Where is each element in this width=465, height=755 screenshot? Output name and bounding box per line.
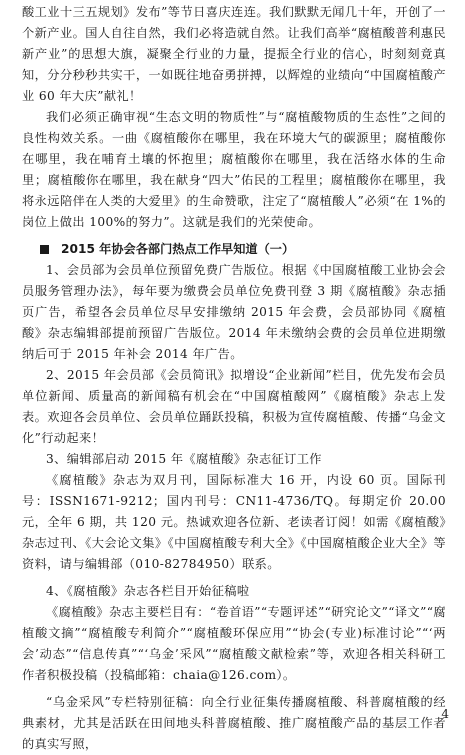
document-page bbox=[22, 2, 446, 755]
page-number: 4 bbox=[441, 707, 449, 721]
section-heading bbox=[22, 239, 446, 260]
square-bullet-icon bbox=[40, 245, 49, 254]
item-3-title: 3、编辑部启动 2015 年《腐植酸》杂志征订工作 bbox=[46, 452, 322, 466]
item-2: 2、2015 年会员部《会员简讯》拟增设“企业新闻”栏目，优先发布会员单位新闻、质量高的新闻稿有机会在“中国腐植酸网”《腐植酸》杂志上发表。欢迎各会员单位、会员单位踊跃投稿，积极为宣传腐植酸、传播“乌金文化”行动起来！ bbox=[22, 368, 446, 445]
paragraph-mission: 我们必须正确审视“生态文明的物质性”与“腐植酸物质的生态性”之间的良性构效关系。一曲《腐植酸你在哪里，我在环境大气的碳源里；腐植酸你在哪里，我在哺育土壤的怀抱里；腐植酸你在哪里，我在活络水体的生命里；腐植酸你在哪里，我在献身“四大”佑民的工程里；腐植酸你在哪里，我将永远陪伴在人类的大爱里》的生命赞歌，注定了“腐植酸人”必须“在 1%的岗位上做出 100%的努力”。这就是我们的光荣使命。 bbox=[22, 110, 446, 229]
item-1: 1、会员部为会员单位预留免费广告版位。根据《中国腐植酸工业协会会员服务管理办法》，每年要为缴费会员单位免费刊登 3 期《腐植酸》杂志插页广告，希望各会员单位尽早安排缴纳 2015 年会费，会员部协同《腐植酸》杂志编辑部提前预留广告版位。2014 年未缴纳会费的会员单位进期缴纳后可于 2015 年补会 2014 年广告。 bbox=[22, 263, 446, 361]
item-4-body: 《腐植酸》杂志主要栏目有：“卷首语”“专题评述”“研究论文”“译文”“腐植酸文摘”“腐植酸专利简介”“腐植酸环保应用”“协会(专业)标准讨论”“‘两会’动态”“信息传真”“‘乌金’采风”“腐植酸文献检索”等，欢迎各相关科研工作者积极投稿（投稿邮箱：chaia@126.com）。 bbox=[22, 605, 446, 682]
item-5: “乌金采风”专栏特别征稿：向全行业征集传播腐植酸、科普腐植酸的经典素材，尤其是活跃在田间地头科普腐植酸、推广腐植酸产品的基层工作者的真实写照， bbox=[22, 695, 446, 751]
section-heading-text: 2015 年协会各部门热点工作早知道（一） bbox=[61, 242, 295, 256]
item-3-body: 《腐植酸》杂志为双月刊，国际标准大 16 开，内设 60 页。国际刊号：ISSN1671-9212；国内刊号：CN11-4736/TQ。每期定价 20.00 元，全年 6 期，共 120 元。热诚欢迎各位新、老读者订阅！如需《腐植酸》杂志过刊、《大会论文集》《中国腐植酸专利大全》《中国腐植酸企业大全》等资料，请与编辑部（010-82784950）联系。 bbox=[22, 473, 446, 571]
item-4-title: 4、《腐植酸》杂志各栏目开始征稿啦 bbox=[46, 584, 250, 598]
paragraph-intro: 酸工业十三五规划》发布”等节日喜庆连连。我们默默无闻几十年，开创了一个新产业。国人自往自然，我们必将造就自然。让我们高举“腐植酸普利惠民新产业”的思想大旗，凝聚全行业的力量，提振全行业的信心，时刻刻竟真知，分分秒秒共实干，一如既往地奋勇拼搏，以辉煌的业绩向“中国腐植酸产业 60 年大庆”献礼！ bbox=[22, 5, 446, 103]
